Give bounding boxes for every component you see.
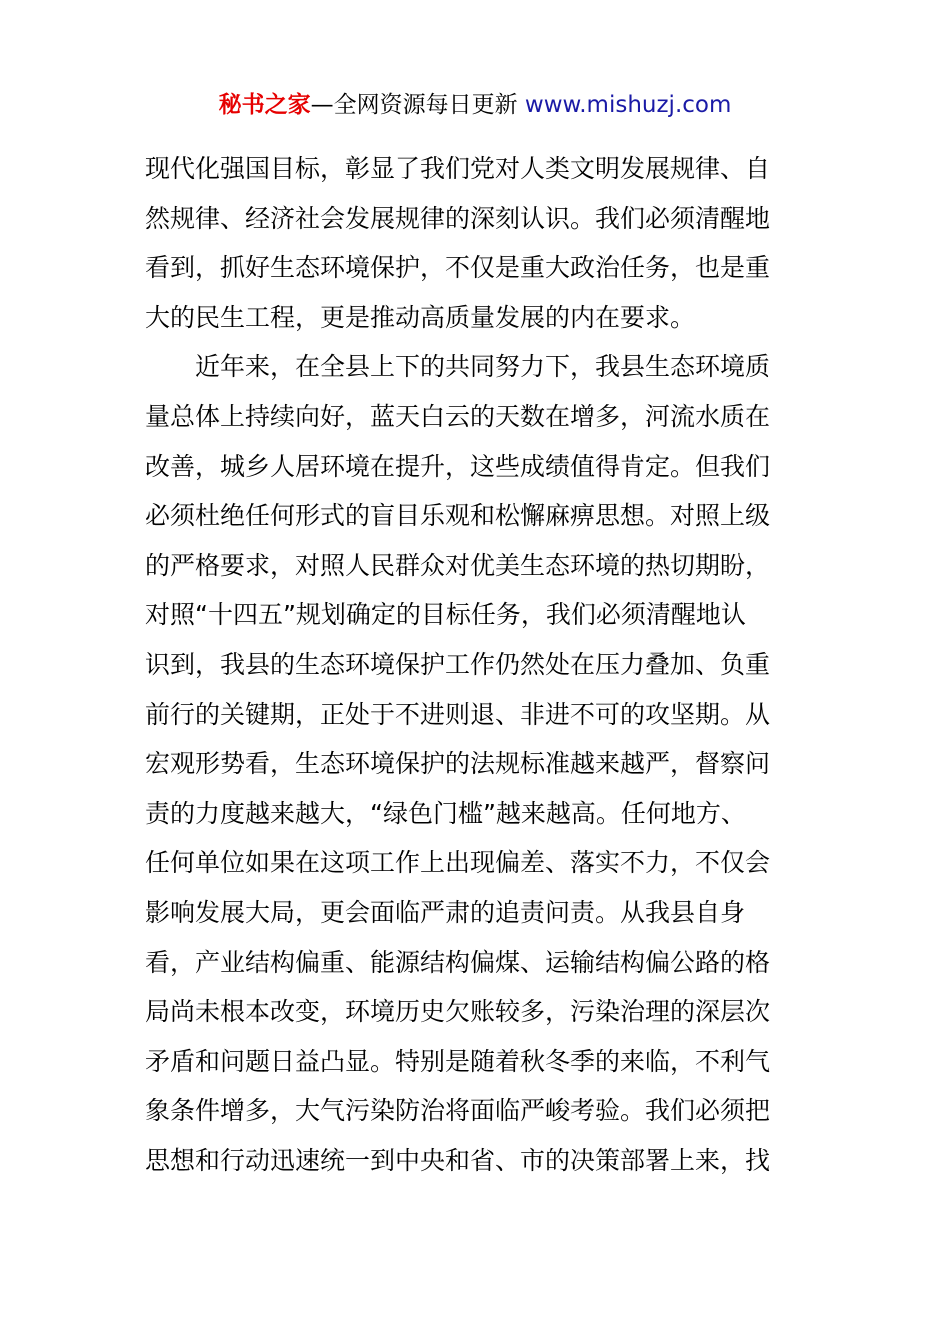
text-line: 近年来，在全县上下的共同努力下，我县生态环境质 (195, 352, 771, 382)
text-line: 宏观形势看，生态环境保护的法规标准越来越严，督察问 (145, 749, 771, 779)
text-line: 任何单位如果在这项工作上出现偏差、落实不力，不仅会 (145, 848, 771, 878)
text-line: 矛盾和问题日益凸显。特别是随着秋冬季的来临，不利气 (145, 1046, 771, 1076)
text-line: 然规律、经济社会发展规律的深刻认识。我们必须清醒地 (145, 203, 771, 233)
text-line: 象条件增多，大气污染防治将面临严峻考验。我们必须把 (145, 1096, 771, 1126)
paragraph-2 (145, 342, 810, 1185)
text-line: 量总体上持续向好，蓝天白云的天数在增多，河流水质在 (145, 401, 771, 431)
text-line: 影响发展大局，更会面临严肃的追责问责。从我县自身 (145, 897, 746, 927)
text-line: 必须杜绝任何形式的盲目乐观和松懈麻痹思想。对照上级 (145, 501, 771, 531)
text-line: 责的力度越来越大，“绿色门槛”越来越高。任何地方、 (145, 798, 746, 828)
text-line: 识到，我县的生态环境保护工作仍然处在压力叠加、负重 (145, 649, 771, 679)
document-body (145, 144, 810, 1185)
text-line: 的严格要求，对照人民群众对优美生态环境的热切期盼， (145, 550, 771, 580)
text-line: 大的民生工程，更是推动高质量发展的内在要求。 (145, 302, 696, 332)
site-brand: 秘书之家 (218, 92, 311, 118)
text-line: 看，产业结构偏重、能源结构偏煤、运输结构偏公路的格 (145, 947, 771, 977)
text-line: 对照“十四五”规划确定的目标任务，我们必须清醒地认 (145, 600, 746, 630)
text-line: 前行的关键期，正处于不进则退、非进不可的攻坚期。从 (145, 699, 771, 729)
text-line: 思想和行动迅速统一到中央和省、市的决策部署上来，找 (145, 1145, 771, 1175)
paragraph-1 (145, 144, 810, 342)
text-line: 现代化强国目标，彰显了我们党对人类文明发展规律、自 (145, 154, 771, 183)
site-url-link[interactable]: www.mishuzj.com (524, 92, 732, 118)
text-line: 看到，抓好生态环境保护，不仅是重大政治任务，也是重 (145, 253, 771, 283)
site-header (0, 88, 950, 122)
text-line: 局尚未根本改变，环境历史欠账较多，污染治理的深层次 (145, 997, 771, 1027)
site-tagline: —全网资源每日更新 (310, 92, 525, 118)
text-line: 改善，城乡人居环境在提升，这些成绩值得肯定。但我们 (145, 451, 771, 481)
